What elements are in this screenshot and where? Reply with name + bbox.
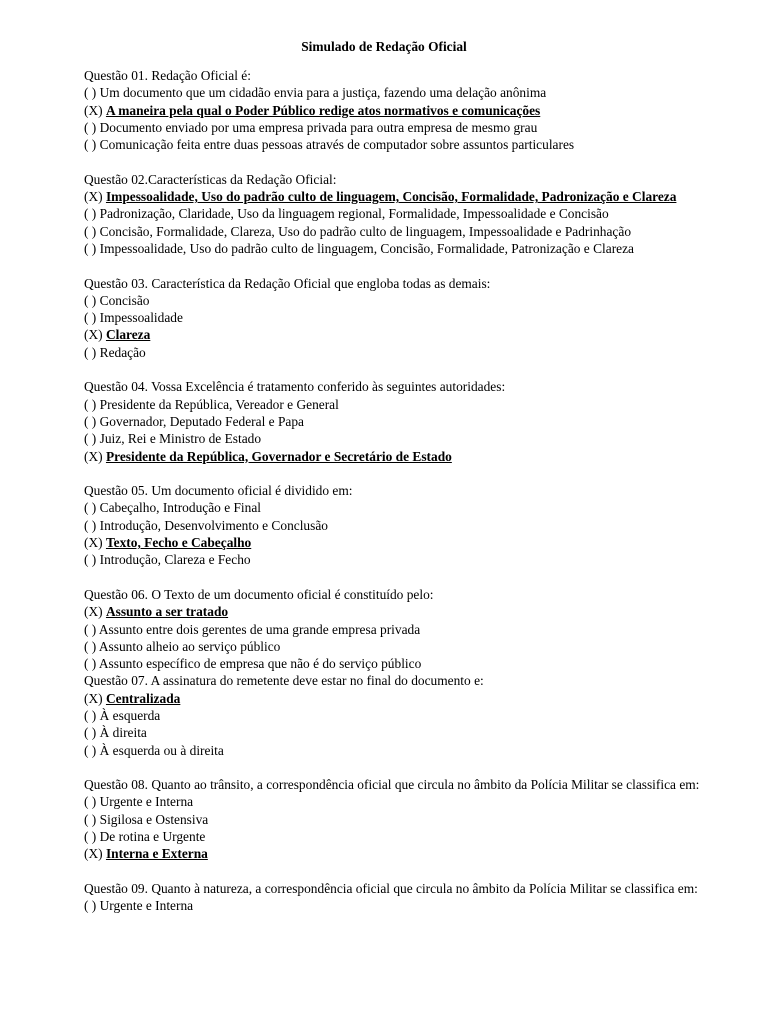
- empty-mark: ( ): [84, 621, 97, 637]
- correct-option: [42, 326, 732, 343]
- correct-option: [42, 102, 732, 119]
- empty-mark: ( ): [84, 656, 97, 672]
- empty-mark: ( ): [84, 119, 97, 135]
- empty-mark: ( ): [84, 811, 97, 827]
- option-text: De rotina e Urgente: [99, 829, 206, 845]
- option-text: Padronização, Claridade, Uso da linguagem regional, Formalidade, Impessoalidade e Concisão: [99, 206, 609, 222]
- question-stem: Questão 09. Quanto à natureza, a correspondência oficial que circula no âmbito da Polícia Militar se classifica em:: [84, 880, 698, 896]
- question-stem: Questão 03. Característica da Redação Oficial que engloba todas as demais:: [84, 275, 491, 291]
- option-text: Concisão, Formalidade, Clareza, Uso do padrão culto de linguagem, Impessoalidade e Padrinhação: [99, 223, 632, 239]
- answer-option: [42, 396, 732, 413]
- answer-option: [42, 793, 732, 810]
- empty-mark: ( ): [84, 500, 97, 516]
- option-text: Assunto alheio ao serviço público: [98, 638, 281, 654]
- option-text: Assunto específico de empresa que não é do serviço público: [98, 656, 422, 672]
- empty-mark: ( ): [84, 431, 97, 447]
- question-stem: Questão 04. Vossa Excelência é tratamento conferido às seguintes autoridades:: [84, 379, 506, 395]
- question-block: [42, 672, 732, 758]
- option-text: Impessoalidade, Uso do padrão culto de linguagem, Concisão, Formalidade, Patronização e Clareza: [99, 240, 634, 256]
- option-text: Introdução, Clareza e Fecho: [99, 552, 251, 568]
- answer-option: [42, 897, 732, 914]
- question-stem: Questão 02.Características da Redação Oficial:: [84, 171, 337, 187]
- question-block: [42, 171, 732, 257]
- answer-option: [42, 638, 732, 655]
- question-block: [42, 378, 732, 464]
- option-text: Introdução, Desenvolvimento e Conclusão: [99, 517, 328, 533]
- answer-option: [42, 84, 732, 101]
- option-text: Clareza: [105, 327, 151, 343]
- empty-mark: ( ): [84, 517, 97, 533]
- answer-option: [42, 655, 732, 672]
- correct-option: [42, 188, 732, 205]
- answer-option: [42, 309, 732, 326]
- option-text: Assunto entre dois gerentes de uma grande empresa privada: [98, 621, 421, 637]
- empty-mark: ( ): [84, 898, 97, 914]
- question-stem: Questão 01. Redação Oficial é:: [84, 68, 251, 83]
- empty-mark: ( ): [84, 742, 97, 758]
- empty-mark: ( ): [84, 413, 97, 429]
- answer-option: [42, 223, 732, 240]
- option-text: Cabeçalho, Introdução e Final: [99, 500, 262, 516]
- question-block: [42, 776, 732, 862]
- question-stem: Questão 05. Um documento oficial é dividido em:: [84, 483, 353, 499]
- checked-mark: (X): [84, 535, 103, 551]
- checked-mark: (X): [84, 690, 103, 706]
- correct-option: [42, 690, 732, 707]
- correct-option: [42, 845, 732, 862]
- option-text: Impessoalidade, Uso do padrão culto de linguagem, Concisão, Formalidade, Padronização e Clareza: [105, 189, 677, 205]
- empty-mark: ( ): [84, 240, 97, 256]
- option-text: À esquerda: [99, 707, 161, 723]
- answer-option: [42, 240, 732, 257]
- option-text: Redação: [99, 344, 146, 360]
- correct-option: [42, 603, 732, 620]
- empty-mark: ( ): [84, 829, 97, 845]
- answer-option: [42, 292, 732, 309]
- empty-mark: ( ): [84, 206, 97, 222]
- checked-mark: (X): [84, 189, 103, 205]
- answer-option: [42, 811, 732, 828]
- empty-mark: ( ): [84, 223, 97, 239]
- option-text: Presidente da República, Governador e Secretário de Estado: [105, 448, 452, 464]
- answer-option: [42, 413, 732, 430]
- answer-option: [42, 828, 732, 845]
- checked-mark: (X): [84, 327, 103, 343]
- empty-mark: ( ): [84, 794, 97, 810]
- option-text: Juiz, Rei e Ministro de Estado: [99, 431, 262, 447]
- option-text: A maneira pela qual o Poder Público redige atos normativos e comunicações: [105, 102, 541, 118]
- question-stem: Questão 06. O Texto de um documento oficial é constituído pelo:: [84, 586, 434, 602]
- option-text: Texto, Fecho e Cabeçalho: [105, 535, 252, 551]
- option-text: Documento enviado por uma empresa privada para outra empresa de mesmo grau: [99, 119, 538, 135]
- correct-option: [42, 534, 732, 551]
- question-stem: Questão 08. Quanto ao trânsito, a correspondência oficial que circula no âmbito da Polícia Militar se classifica em:: [84, 777, 700, 793]
- checked-mark: (X): [84, 846, 103, 862]
- answer-option: [42, 119, 732, 136]
- answer-option: [42, 517, 732, 534]
- answer-option: [42, 621, 732, 638]
- question-block: [42, 482, 732, 568]
- option-text: Concisão: [99, 292, 150, 308]
- empty-mark: ( ): [84, 85, 97, 101]
- option-text: Interna e Externa: [105, 846, 208, 862]
- checked-mark: (X): [84, 604, 103, 620]
- question-block: [42, 275, 732, 361]
- question-block: [42, 880, 732, 915]
- page-title: Simulado de Redação Oficial: [301, 39, 467, 54]
- answer-option: [42, 742, 732, 759]
- checked-mark: (X): [84, 448, 103, 464]
- question-list: [42, 67, 732, 915]
- option-text: Impessoalidade: [99, 310, 183, 326]
- empty-mark: ( ): [84, 137, 97, 153]
- option-text: Sigilosa e Ostensiva: [99, 811, 209, 827]
- answer-option: [42, 136, 732, 153]
- empty-mark: ( ): [84, 638, 97, 654]
- empty-mark: ( ): [84, 707, 97, 723]
- question-block: [42, 67, 732, 153]
- option-text: Comunicação feita entre duas pessoas através de computador sobre assuntos particulares: [99, 137, 575, 153]
- option-text: Governador, Deputado Federal e Papa: [99, 413, 304, 429]
- answer-option: [42, 430, 732, 447]
- option-text: Presidente da República, Vereador e General: [99, 396, 339, 412]
- answer-option: [42, 344, 732, 361]
- option-text: À direita: [99, 725, 147, 741]
- question-block: [42, 586, 732, 672]
- option-text: Um documento que um cidadão envia para a justiça, fazendo uma delação anônima: [99, 85, 547, 101]
- option-text: À esquerda ou à direita: [99, 742, 224, 758]
- question-stem: Questão 07. A assinatura do remetente deve estar no final do documento e:: [84, 673, 484, 689]
- correct-option: [42, 448, 732, 465]
- answer-option: [42, 499, 732, 516]
- option-text: Urgente e Interna: [99, 898, 194, 914]
- option-text: Centralizada: [105, 690, 181, 706]
- empty-mark: ( ): [84, 552, 97, 568]
- answer-option: [42, 707, 732, 724]
- empty-mark: ( ): [84, 396, 97, 412]
- option-text: Urgente e Interna: [99, 794, 194, 810]
- answer-option: [42, 551, 732, 568]
- option-text: Assunto a ser tratado: [105, 604, 229, 620]
- empty-mark: ( ): [84, 292, 97, 308]
- empty-mark: ( ): [84, 725, 97, 741]
- empty-mark: ( ): [84, 310, 97, 326]
- answer-option: [42, 205, 732, 222]
- answer-option: [42, 724, 732, 741]
- empty-mark: ( ): [84, 344, 97, 360]
- checked-mark: (X): [84, 102, 103, 118]
